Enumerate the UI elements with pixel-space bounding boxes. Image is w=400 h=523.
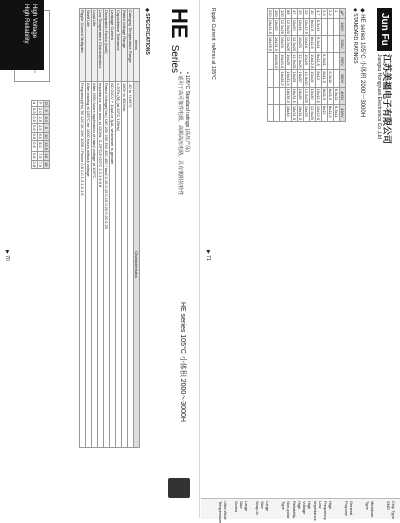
table-cell: 16x25 [274, 18, 280, 35]
table-cell: 2.2 [328, 9, 334, 19]
table-cell: 0.6 [32, 133, 37, 140]
table-row [328, 9, 334, 122]
table-cell: 4.7 [316, 9, 322, 19]
table-cell [334, 18, 340, 35]
category-tab: Chip Type SMD [386, 501, 396, 519]
spec-item: Low Temperature Characteristics [98, 9, 104, 82]
table-header: μF [340, 9, 346, 19]
table-cell: 7.5 [38, 161, 43, 168]
spec-item: Leakage Current [110, 9, 116, 82]
banner-line: High Reliability [23, 4, 29, 44]
table-header: Items [134, 9, 140, 82]
table-cell: 6.3x11 [322, 53, 328, 70]
table-row [110, 9, 116, 448]
table-cell [328, 35, 334, 52]
table-cell: 3.3 [322, 9, 328, 19]
table-cell: 0.6 [32, 125, 37, 131]
dimension-table [31, 100, 50, 169]
table-header: 450V [340, 104, 346, 121]
table-cell: 12.5x25 [286, 36, 291, 52]
table-header: Characteristics [134, 82, 140, 448]
table-cell: 18x35.5 [268, 36, 273, 52]
table-cell: 12.5x25 [292, 54, 297, 69]
table-row [116, 9, 122, 448]
table-row [122, 9, 128, 448]
table-header-row [134, 9, 140, 448]
table-cell: 8x12 [316, 70, 322, 87]
table-cell [274, 104, 280, 121]
table-row [98, 9, 104, 448]
table-cell: 2.5 [38, 116, 43, 123]
table-cell: 18x35.5 [286, 88, 291, 103]
capacitor-photo [168, 478, 190, 498]
table-cell: 12.5x20 [304, 71, 309, 86]
table-cell: 6.3x11 [328, 70, 334, 87]
table-cell [280, 87, 286, 104]
table-header: 12.5 [44, 142, 49, 150]
table-cell: 16x25 [304, 104, 310, 121]
table-row [38, 101, 44, 169]
table-header-row [44, 101, 50, 169]
table-header: 5 [44, 106, 50, 115]
category-tab: Non-polar Type [281, 501, 291, 519]
table-cell: 10x20 [298, 35, 304, 52]
table-header: D [44, 102, 49, 105]
table-cell: 8x11.5 [322, 70, 328, 87]
table-row [268, 9, 274, 122]
notes [176, 72, 190, 195]
category-banner [0, 0, 44, 70]
table-header-row [340, 9, 346, 122]
table-cell: 0.6 [32, 141, 38, 152]
table-cell [274, 87, 280, 104]
spec-item: Ripple Current Multiplier [80, 9, 86, 82]
spec-item: Category Temperature Range [128, 9, 134, 82]
table-cell: F [38, 102, 43, 105]
table-cell: 6.3x11 [316, 18, 322, 35]
table-row [334, 9, 340, 122]
table-cell: 100 [280, 10, 285, 17]
spec-value: ± 20% (M) (at 20°C 120Hz) [116, 82, 122, 448]
table-header: 18 [44, 160, 50, 169]
table-row [280, 9, 286, 122]
table-cell: 5.0 [38, 133, 43, 140]
category-tab: General Purpose [344, 501, 354, 516]
table-cell [268, 104, 274, 121]
table-row [86, 9, 92, 448]
table-cell: 16x25 [286, 53, 292, 70]
table-row [292, 9, 298, 122]
table-cell [334, 35, 340, 52]
table-cell: 16x31.5 [268, 19, 273, 34]
spec-value: Impedance ratio max at 120Hz: Z-25°C/Z+20°C 3 3 3 6 6 8 [98, 82, 104, 448]
table-cell: 68 [286, 9, 292, 19]
table-cell: 12.5x20 [286, 19, 291, 34]
sub-title: HE series 105°C 小体积 2000～3000H [179, 302, 186, 422]
table-cell: 47 [292, 9, 298, 19]
table-cell: 0.8 [32, 152, 37, 159]
table-cell: 0.5 [32, 116, 37, 123]
table-cell: 0.5 [32, 107, 37, 114]
table-cell: 12.5x25 [304, 88, 309, 103]
series-word: Series [169, 44, 180, 74]
category-tab: Ultra Wide Temperature [218, 501, 228, 523]
table-row [274, 9, 280, 122]
spec-heading: ◆ SPECIFICATIONS [144, 8, 150, 55]
table-row [104, 9, 110, 448]
spec-item: Shelf Life [86, 9, 92, 82]
category-tab: High Voltage High Reliability [292, 501, 312, 519]
table-header: 10 [44, 132, 50, 141]
category-tab: Large Size Snap-in [255, 501, 270, 515]
table-cell [334, 70, 340, 87]
brand-name-en: Jiangsu Hongyuan Electronics Co.,Ltd [376, 54, 382, 139]
table-cell: 18x40 [286, 104, 292, 121]
table-row [32, 101, 38, 169]
banner-line: High Voltage [31, 4, 37, 39]
table-cell: 6.3x11 [334, 104, 340, 121]
table-cell [334, 53, 340, 70]
table-cell: 8x11.5 [322, 87, 328, 104]
left-page-rotated [0, 0, 200, 518]
category-tab: High Frequency Low Impedance [313, 501, 333, 521]
spec-item: Capacitance Tolerance [116, 9, 122, 82]
spec-value: -40 to +105°C [128, 82, 134, 448]
right-page [201, 0, 400, 523]
table-cell: 16x31.5 [286, 71, 291, 86]
table-cell: 10x12.5 [310, 54, 315, 69]
page-number: ▶ 71 [205, 250, 211, 261]
table-cell [268, 70, 274, 87]
table-row [322, 9, 328, 122]
brand-logo: Jun Fu [377, 8, 392, 51]
category-tabs [201, 498, 400, 523]
table-cell: 8x11.5 [328, 87, 334, 104]
spec-value: I≤0.01CV + 10μA or 3μA, whichever is greater [110, 82, 116, 448]
table-cell: 12.5x20 [298, 54, 303, 69]
table-cell: 12.5x20 [292, 36, 297, 52]
table-cell: 8x12 [322, 104, 328, 121]
right-page-rotated [201, 0, 400, 523]
table-cell: 18x31.5 [292, 105, 297, 121]
table-header: 6.3 [44, 116, 49, 123]
note-1: • 105°C Standard ratings (高压产品) [184, 72, 190, 152]
table-header: 250V [340, 53, 346, 70]
table-cell: 8x11.5 [316, 53, 322, 70]
table-cell: 0.8 [32, 161, 37, 168]
table-cell: 16x20 [298, 70, 304, 87]
brand-name-cn: 江苏美福电子有限公司 [382, 54, 392, 145]
table-cell: 10x20 [304, 53, 310, 70]
table-cell: 10x16 [310, 70, 316, 87]
spec-value: Frequency(Hz) 50 120 1K 10K 100K / Factor 0.8 1.0 1.3 1.5 1.6 [80, 82, 86, 448]
table-cell: 22 [304, 9, 310, 19]
table-cell: 12.5x20 [310, 105, 315, 121]
table-cell: 12.5x25 [280, 19, 285, 34]
table-cell: 6.3x11 [334, 87, 340, 104]
table-cell: 220 [268, 10, 273, 17]
spec-table [79, 8, 140, 448]
left-page [0, 0, 200, 518]
table-cell: 16x25 [280, 35, 286, 52]
table-cell: 18x35.5 [280, 71, 285, 86]
spec-item: Dissipation Factor (tanδ) [104, 9, 110, 82]
series-name: HE [167, 8, 192, 39]
table-cell: 10x12.5 [316, 105, 321, 121]
table-header: 350V [340, 70, 346, 87]
table-row [304, 9, 310, 122]
table-cell: 10x12.5 [304, 19, 309, 34]
table-cell: 16x31.5 [292, 88, 297, 103]
table-header: 8 [44, 124, 50, 133]
table-row [128, 9, 134, 448]
table-cell: 8x11.5 [310, 18, 316, 35]
table-cell: 150 [274, 10, 279, 17]
table-cell: 16x25 [292, 70, 298, 87]
spec-value: After 2000 hours application of rated voltage at 105°C [92, 82, 98, 448]
table-cell [322, 35, 328, 52]
table-cell: 33 [298, 9, 304, 19]
table-row [298, 9, 304, 122]
spec-item: Load Life [92, 9, 98, 82]
spec-value: After leaving at 105°C for 1000 hours without voltage [86, 82, 92, 448]
table-cell: 3.5 [38, 125, 43, 131]
table-cell [274, 70, 280, 87]
ratings-table [267, 8, 346, 122]
category-tab: Large Size Screw [234, 501, 249, 513]
table-header: 16 [44, 151, 50, 160]
table-row [92, 9, 98, 448]
table-cell: 8x11.5 [310, 35, 316, 52]
table-row [286, 9, 292, 122]
table-cell: 6.3x11 [316, 35, 322, 52]
table-header: 200V [340, 35, 346, 52]
table-cell: 1 [334, 9, 340, 19]
series-line: ◆ HE series 105°C 小体积 2000～3000H [359, 8, 365, 118]
table-cell: 10x16 [304, 35, 310, 52]
spec-value: 160V to 450Vdc [122, 82, 128, 448]
page-number: ▶ 70 [4, 250, 10, 261]
table-cell: 10 [310, 9, 316, 19]
table-row [80, 9, 86, 448]
table-cell: 10x20 [292, 18, 298, 35]
table-cell: 10x12.5 [316, 88, 321, 103]
table-header: 400V [340, 87, 346, 104]
table-cell [328, 18, 334, 35]
table-cell: 16x31.5 [280, 54, 285, 69]
table-cell: 16x31.5 [274, 36, 279, 52]
spec-value: Rated Voltage(Vdc) 160 200 250 350 400 450 / tanδ 0.15 0.15 0.15 0.20 0.20 0.25 [104, 82, 110, 448]
series-title [166, 8, 192, 73]
table-cell: 18x35.5 [274, 54, 279, 69]
ripple-note: Ripple Current: mArms at 105°C [210, 8, 216, 80]
ratings-body [268, 9, 340, 122]
table-cell: 8x11.5 [328, 104, 334, 121]
spec-item: Rated Voltage Range [122, 9, 128, 82]
table-cell: 5.0 [38, 141, 44, 152]
table-cell [328, 53, 334, 70]
table-cell [280, 104, 286, 121]
standard-ratings-heading: ◆ STANDARD RATINGS [352, 8, 358, 64]
table-cell: 2.0 [38, 107, 43, 114]
category-tab: Miniature Type [365, 501, 375, 518]
table-cell [322, 18, 328, 35]
table-cell: 7.5 [38, 152, 43, 159]
table-row [316, 9, 322, 122]
table-cell: d [32, 101, 38, 107]
table-cell [268, 53, 274, 70]
table-cell: 16x25 [298, 87, 304, 104]
note-2: • 适用于高可靠性电源，高频高压电路，具有低阻抗特性 [177, 72, 183, 196]
table-cell [268, 87, 274, 104]
table-cell: 16x31.5 [298, 105, 303, 121]
table-header: 160V [340, 18, 346, 35]
table-cell: 10x16 [298, 18, 304, 35]
table-cell: 10x20 [310, 87, 316, 104]
table-row [310, 9, 316, 122]
